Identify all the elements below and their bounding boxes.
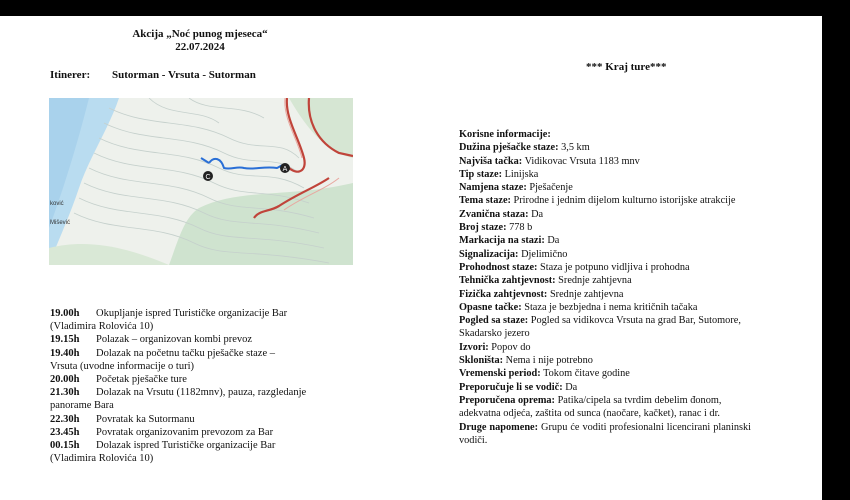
info-key: Preporučuje li se vodič: <box>459 381 563 393</box>
info-key: Skloništa: <box>459 355 504 367</box>
schedule <box>50 307 350 465</box>
info-value: Prirodne i jednim dijelom kulturno istorijske atrakcije <box>510 195 736 207</box>
info-value: Da <box>562 381 578 393</box>
info-item <box>459 341 751 354</box>
info-item <box>459 274 751 287</box>
info-value: Da <box>544 235 560 247</box>
info-value: Linijska <box>502 168 539 180</box>
info-item <box>459 261 751 274</box>
schedule-row <box>50 333 350 346</box>
info-value: Srednje zahtjevna <box>547 288 624 300</box>
info-key: Preporučena oprema: <box>459 394 555 406</box>
schedule-row <box>50 426 350 439</box>
schedule-text: Povratak ka Sutormanu <box>96 413 195 425</box>
route-map <box>49 98 353 265</box>
itinerary <box>50 69 256 81</box>
info-value: Srednje zahtjevna <box>555 275 632 287</box>
schedule-time: 19.15h <box>50 334 80 346</box>
info-value: Popov do <box>488 341 531 353</box>
info-item <box>459 155 751 168</box>
info-value: Vidikovac Vrsuta 1183 mnv <box>522 155 640 167</box>
map-label-kovic: ković <box>50 201 64 207</box>
info-key: Tehnička zahtjevnost: <box>459 275 556 287</box>
schedule-text: Okupljanje ispred Turističke organizacije Bar <box>96 308 288 319</box>
info-key: Broj staze: <box>459 222 507 234</box>
info-key: Tip staze: <box>459 168 502 180</box>
schedule-row <box>50 373 350 386</box>
schedule-text: Polazak – organizovan kombi prevoz <box>96 334 253 346</box>
info-key: Najviša tačka: <box>459 155 523 167</box>
info-list <box>459 141 751 447</box>
info-item <box>459 301 751 314</box>
info-value: Pogled sa vidikovca Vrsuta na grad Bar, Sutomore, Skadarsko jezero <box>459 315 741 340</box>
info-heading: Korisne informacije: <box>459 129 551 140</box>
schedule-time: 23.45h <box>50 426 80 438</box>
schedule-text-cont: panorame Bara <box>50 400 114 412</box>
info-item <box>459 141 751 154</box>
info-item <box>459 234 751 247</box>
info-value: Tokom čitave godine <box>540 368 630 380</box>
info-key: Opasne tačke: <box>459 301 522 313</box>
schedule-row <box>50 307 350 320</box>
info-key: Fizička zahtjevnost: <box>459 288 548 300</box>
schedule-text: Početak pješačke ture <box>96 374 187 386</box>
info-value: 778 b <box>506 222 533 234</box>
info-item <box>459 314 751 341</box>
schedule-text: Dolazak na početnu tačku pješačke staze – <box>96 347 275 359</box>
event-date: 22.07.2024 <box>175 41 225 53</box>
itinerary-value: Sutorman - Vrsuta - Sutorman <box>112 69 256 81</box>
schedule-text-cont: (Vladimira Rolovića 10) <box>50 321 154 333</box>
info-item <box>459 394 751 421</box>
info-item <box>459 208 751 221</box>
schedule-time: 22.30h <box>50 413 80 425</box>
info-item <box>459 181 751 194</box>
useful-info <box>459 128 751 447</box>
info-item <box>459 367 751 380</box>
info-item <box>459 221 751 234</box>
schedule-text-cont: (Vladimira Rolovića 10) <box>50 453 154 465</box>
info-value: Grupu će voditi profesionalni licencirani planinski vodiči. <box>459 421 751 446</box>
info-key: Signalizacija: <box>459 248 519 260</box>
schedule-time: 00.15h <box>50 440 80 452</box>
event-title: Akcija „Noć punog mjeseca“ <box>132 28 268 40</box>
schedule-time: 20.00h <box>50 374 80 386</box>
schedule-text: Povratak organizovanim prevozom za Bar <box>96 426 274 438</box>
schedule-row <box>50 386 350 399</box>
marker-a-icon <box>280 163 290 173</box>
info-value: Staza je potpuno vidljiva i prohodna <box>537 261 690 273</box>
schedule-time: 21.30h <box>50 387 80 399</box>
info-key: Izvori: <box>459 341 489 353</box>
info-key: Pogled sa staze: <box>459 315 529 327</box>
info-value: Djelimično <box>518 248 568 260</box>
map-label-misevic: Mišević <box>50 220 71 226</box>
schedule-row <box>50 439 350 452</box>
info-value: Patika/cipela sa tvrdim debelim đonom, adekvatna odjeća, zaštita od sunca (naočare, kačket), ranac i dr. <box>459 394 722 420</box>
info-value: Da <box>528 208 544 220</box>
schedule-row <box>50 413 350 426</box>
route-map-image <box>49 98 353 265</box>
svg-text:C: C <box>205 174 211 181</box>
schedule-row <box>50 347 350 360</box>
info-key: Tema staze: <box>459 195 511 207</box>
info-key: Namjena staze: <box>459 182 527 194</box>
info-item <box>459 168 751 181</box>
info-value: Staza je bezbjedna i nema kritičnih tačaka <box>521 301 698 313</box>
info-item <box>459 354 751 367</box>
schedule-text-cont: Vrsuta (uvodne informacije o turi) <box>50 360 194 372</box>
info-item <box>459 288 751 301</box>
info-key: Druge napomene: <box>459 421 539 433</box>
end-note: *** Kraj ture*** <box>586 61 667 73</box>
schedule-time: 19.40h <box>50 347 80 359</box>
info-item <box>459 381 751 394</box>
schedule-text: Dolazak na Vrsutu (1182mnv), pauza, razgledanje <box>96 387 307 399</box>
document-page <box>0 16 822 500</box>
info-item <box>459 421 751 448</box>
svg-text:A: A <box>282 166 288 173</box>
info-value: Nema i nije potrebno <box>503 355 593 367</box>
info-key: Prohodnost staze: <box>459 261 538 273</box>
info-item <box>459 248 751 261</box>
info-key: Dužina pješačke staze: <box>459 142 559 154</box>
info-key: Vremenski period: <box>459 368 541 380</box>
schedule-text: Dolazak ispred Turističke organizacije Bar <box>96 440 276 452</box>
info-key: Zvanična staza: <box>459 208 529 220</box>
info-key: Markacija na stazi: <box>459 235 545 247</box>
schedule-time: 19.00h <box>50 308 80 319</box>
itinerary-label: Itinerer: <box>50 69 91 81</box>
info-item <box>459 194 751 207</box>
info-value: Pješačenje <box>526 182 573 194</box>
marker-c-icon <box>203 171 213 181</box>
info-value: 3,5 km <box>558 142 590 154</box>
